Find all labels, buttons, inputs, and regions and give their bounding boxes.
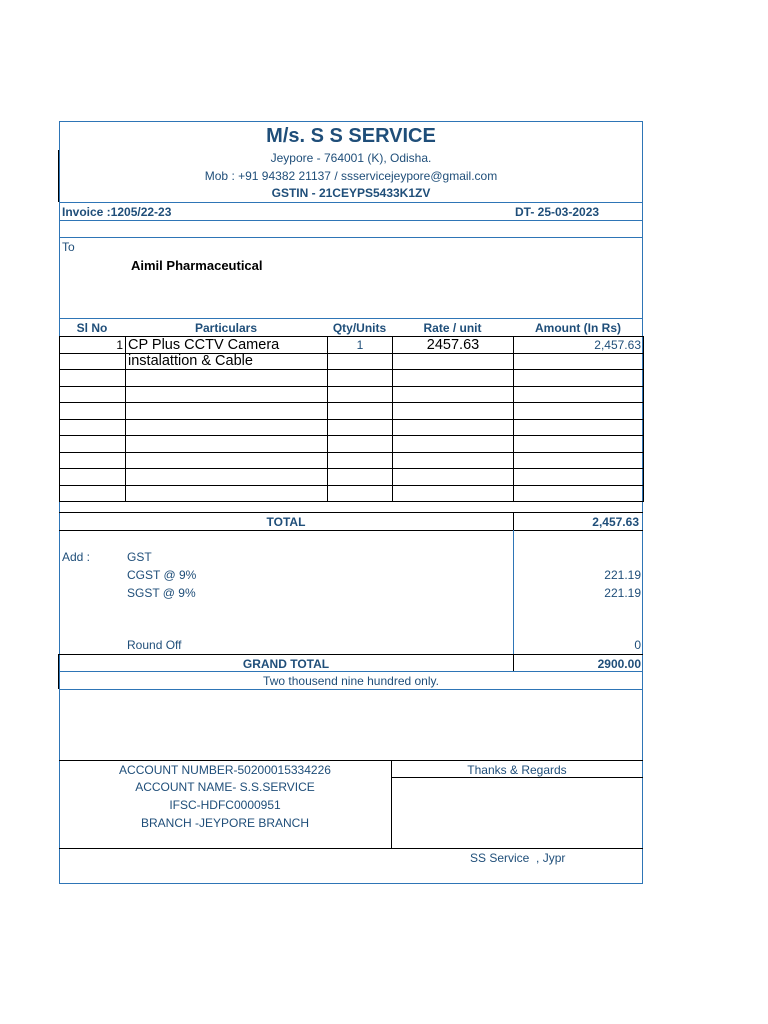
total-label: TOTAL <box>266 515 306 529</box>
cell-slno <box>60 469 126 486</box>
table-row <box>60 436 644 453</box>
cell-particulars <box>126 436 328 453</box>
roundoff-value: 0 <box>634 638 641 652</box>
table-row <box>60 469 644 486</box>
items-table <box>59 336 644 502</box>
thanks-regards: Thanks & Regards <box>467 763 567 777</box>
divider <box>59 202 643 203</box>
cell-amount <box>514 386 644 403</box>
invoice-number: Invoice :1205/22-23 <box>62 205 172 219</box>
cell-amount <box>514 419 644 436</box>
cell-rate: 2457.63 <box>393 337 514 354</box>
divider <box>59 848 643 849</box>
cell-rate <box>393 469 514 486</box>
cell-particulars <box>126 386 328 403</box>
sgst-value: 221.19 <box>604 586 641 600</box>
company-contact: Mob : +91 94382 21137 / ssservicejeypore@gmail.com <box>204 169 498 183</box>
cell-amount: 2,457.63 <box>514 337 644 354</box>
grand-total-value: 2900.00 <box>597 657 641 671</box>
cell-amount <box>514 403 644 420</box>
cell-qty <box>328 386 393 403</box>
col-header-slno: Sl No <box>76 321 108 335</box>
col-header-qty: Qty/Units <box>332 321 387 335</box>
cell-particulars: instalattion & Cable <box>126 353 328 370</box>
signature-name: SS Service , Jypr <box>470 851 566 865</box>
divider <box>59 512 643 513</box>
table-row <box>60 353 644 370</box>
cell-slno <box>60 370 126 387</box>
company-gstin: GSTIN - 21CEYPS5433K1ZV <box>271 186 431 200</box>
table-row <box>60 386 644 403</box>
cell-qty <box>328 370 393 387</box>
cell-particulars <box>126 485 328 502</box>
cell-particulars <box>126 452 328 469</box>
cell-particulars <box>126 370 328 387</box>
divider <box>59 689 643 690</box>
table-row <box>60 370 644 387</box>
cell-slno <box>60 386 126 403</box>
cell-qty <box>328 485 393 502</box>
col-header-particulars: Particulars <box>194 321 258 335</box>
cell-rate <box>393 370 514 387</box>
cell-rate <box>393 353 514 370</box>
grand-total-label: GRAND TOTAL <box>242 657 330 671</box>
cell-rate <box>393 485 514 502</box>
cell-rate <box>393 386 514 403</box>
col-header-rate: Rate / unit <box>423 321 482 335</box>
roundoff-label: Round Off <box>127 638 182 652</box>
cell-slno: 1 <box>60 337 126 354</box>
divider <box>59 671 643 672</box>
cell-qty <box>328 403 393 420</box>
cell-slno <box>60 485 126 502</box>
add-label: Add : <box>62 550 91 564</box>
invoice-date: DT- 25-03-2023 <box>515 205 600 219</box>
total-value: 2,457.63 <box>592 515 639 529</box>
cell-slno <box>60 436 126 453</box>
cell-slno <box>60 403 126 420</box>
cell-amount <box>514 353 644 370</box>
cell-qty <box>328 469 393 486</box>
bank-account-name: ACCOUNT NAME- S.S.SERVICE <box>135 780 315 794</box>
cell-particulars <box>126 403 328 420</box>
table-row <box>60 403 644 420</box>
divider <box>59 530 643 531</box>
company-address: Jeypore - 764001 (K), Odisha. <box>270 151 432 165</box>
sgst-label: SGST @ 9% <box>127 586 196 600</box>
table-row <box>60 452 644 469</box>
bank-account-number: ACCOUNT NUMBER-50200015334226 <box>119 763 331 777</box>
divider <box>391 777 643 778</box>
cell-particulars: CP Plus CCTV Camera <box>126 337 328 354</box>
cell-qty <box>328 353 393 370</box>
col-header-amount: Amount (In Rs) <box>535 321 621 335</box>
cell-rate <box>393 436 514 453</box>
cell-slno <box>60 452 126 469</box>
cell-amount <box>514 370 644 387</box>
cell-qty <box>328 452 393 469</box>
cell-slno <box>60 419 126 436</box>
cell-qty: 1 <box>328 337 393 354</box>
cell-amount <box>514 452 644 469</box>
to-label: To <box>62 240 75 254</box>
cell-particulars <box>126 419 328 436</box>
company-name: M/s. S S SERVICE <box>266 125 436 147</box>
recipient-name: Aimil Pharmaceutical <box>131 258 263 273</box>
cell-amount <box>514 485 644 502</box>
table-row <box>60 419 644 436</box>
divider <box>59 237 643 238</box>
cell-qty <box>328 419 393 436</box>
cell-amount <box>514 469 644 486</box>
cell-rate <box>393 403 514 420</box>
cgst-label: CGST @ 9% <box>127 568 197 582</box>
cgst-value: 221.19 <box>604 568 641 582</box>
divider <box>59 654 643 655</box>
divider <box>59 220 643 221</box>
cell-amount <box>514 436 644 453</box>
cell-rate <box>393 419 514 436</box>
table-row <box>60 337 644 354</box>
divider <box>59 318 643 319</box>
cell-particulars <box>126 469 328 486</box>
divider <box>59 760 643 761</box>
cell-qty <box>328 436 393 453</box>
gst-label: GST <box>127 550 152 564</box>
cell-slno <box>60 353 126 370</box>
bank-branch: BRANCH -JEYPORE BRANCH <box>140 816 310 830</box>
cell-rate <box>393 452 514 469</box>
bank-ifsc: IFSC-HDFC0000951 <box>169 798 281 812</box>
amount-in-words: Two thousend nine hundred only. <box>263 674 439 688</box>
table-row <box>60 485 644 502</box>
